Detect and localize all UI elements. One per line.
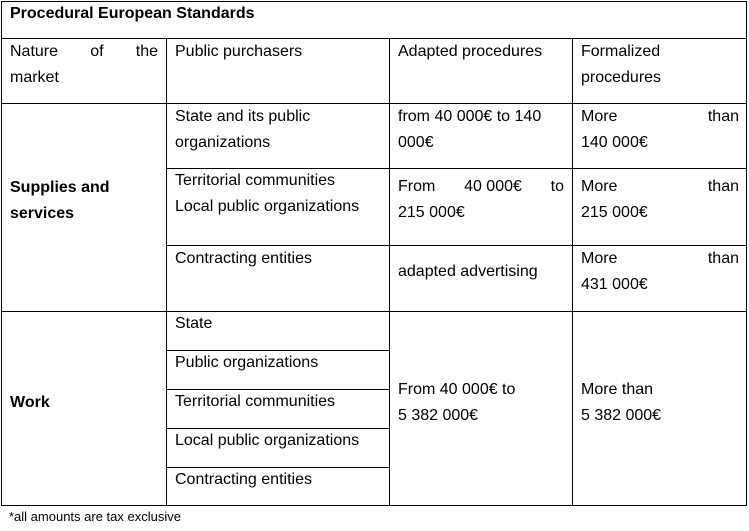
work-purchaser-cell: Public organizations bbox=[175, 354, 319, 371]
work-formalized-cell bbox=[581, 377, 739, 429]
formalized-word: than bbox=[707, 178, 739, 195]
formalized-word: than bbox=[707, 108, 739, 125]
group-supplies-line1: Supplies and bbox=[10, 179, 110, 196]
header-public-purchasers: Public purchasers bbox=[175, 43, 303, 60]
work-purchaser-cell: Contracting entities bbox=[175, 471, 312, 488]
purchaser-cell: Contracting entities bbox=[175, 250, 312, 267]
work-formalized-line: 5 382 000€ bbox=[581, 407, 662, 424]
formalized-word: More bbox=[581, 250, 618, 267]
formalized-word: than bbox=[707, 250, 739, 267]
table-title: Procedural European Standards bbox=[10, 5, 255, 22]
header-formalized-line1: Formalized bbox=[581, 43, 661, 60]
header-nature-line1 bbox=[10, 39, 158, 65]
work-purchaser-cell: State bbox=[175, 315, 213, 332]
adapted-word: to bbox=[550, 178, 564, 195]
adapted-line: from 40 000€ to 140 bbox=[398, 108, 542, 125]
purchaser-cell bbox=[175, 168, 387, 233]
header-nature-of-market bbox=[10, 39, 158, 91]
adapted-cell bbox=[398, 104, 566, 156]
work-adapted-cell bbox=[398, 377, 566, 429]
header-formalized-procedures bbox=[581, 39, 741, 91]
formalized-cell bbox=[581, 246, 739, 298]
formalized-cell bbox=[581, 104, 739, 156]
group-supplies-line2: services bbox=[10, 205, 75, 222]
formalized-line1 bbox=[581, 246, 739, 272]
adapted-line2: 215 000€ bbox=[398, 204, 465, 221]
formalized-line2: 140 000€ bbox=[581, 134, 648, 151]
formalized-line2: 431 000€ bbox=[581, 276, 648, 293]
formalized-line1 bbox=[581, 174, 739, 200]
rule-col-2 bbox=[389, 38, 390, 506]
purchaser-cell bbox=[175, 104, 385, 156]
header-nature-word: Nature bbox=[10, 43, 59, 60]
purchaser-line: State and its public bbox=[175, 108, 311, 125]
adapted-line: 000€ bbox=[398, 134, 434, 151]
formalized-line1 bbox=[581, 104, 739, 130]
header-nature-line2: market bbox=[10, 69, 59, 86]
work-purchaser-cell: Territorial communities bbox=[175, 393, 336, 410]
header-nature-word: the bbox=[135, 43, 158, 60]
group-supplies-services bbox=[10, 175, 160, 227]
purchaser-line: Local public organizations bbox=[175, 198, 360, 215]
header-nature-word: of bbox=[90, 43, 104, 60]
formalized-line2: 215 000€ bbox=[581, 204, 648, 221]
formalized-word: More bbox=[581, 108, 618, 125]
purchaser-line: organizations bbox=[175, 134, 271, 151]
adapted-word: 40 000€ bbox=[464, 178, 522, 195]
purchaser-line: Territorial communities bbox=[175, 172, 336, 189]
work-formalized-line: More than bbox=[581, 381, 654, 398]
work-adapted-line: From 40 000€ to bbox=[398, 381, 516, 398]
work-adapted-line: 5 382 000€ bbox=[398, 407, 479, 424]
formalized-word: More bbox=[581, 178, 618, 195]
rule-col-1 bbox=[166, 38, 167, 506]
header-adapted-procedures: Adapted procedures bbox=[398, 43, 543, 60]
formalized-cell bbox=[581, 174, 739, 226]
work-purchaser-cell: Local public organizations bbox=[175, 432, 360, 449]
rule-col-3 bbox=[572, 38, 573, 506]
adapted-line1 bbox=[398, 174, 564, 200]
adapted-cell bbox=[398, 174, 564, 226]
group-work: Work bbox=[10, 394, 50, 411]
adapted-word: From bbox=[398, 178, 436, 195]
header-formalized-line2: procedures bbox=[581, 69, 662, 86]
footnote: *all amounts are tax exclusive bbox=[9, 509, 181, 524]
adapted-cell: adapted advertising bbox=[398, 263, 538, 280]
